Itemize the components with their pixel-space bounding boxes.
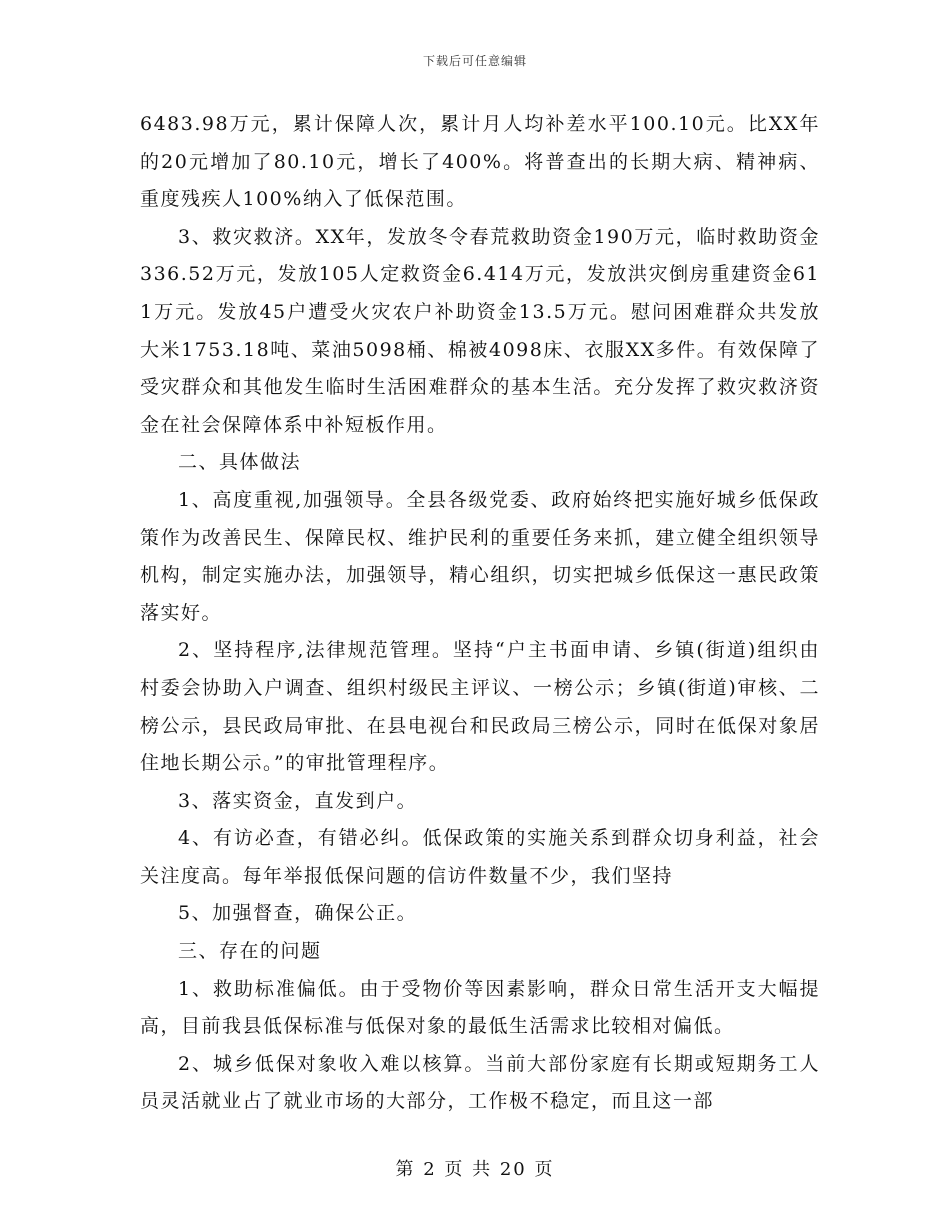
- paragraph-6: 3、落实资金，直发到户。: [178, 789, 418, 812]
- paragraph-5: 2、坚持程序,法律规范管理。坚持“户主书面申请、乡镇(街道)组织由村委会协助入户调查、组织村级民主评议、一榜公示；乡镇(街道)审核、二榜公示，县民政局审批、在县电视台和民政局三榜公示，同时在低保对象居住地长期公示。”的审批管理程序。: [140, 639, 820, 775]
- paragraph-4: 1、高度重视,加强领导。全县各级党委、政府始终把实施好城乡低保政策作为改善民生、保障民权、维护民利的重要任务来抓，建立健全组织领导机构，制定实施办法，加强领导，精心组织，切实把城乡低保这一惠民政策落实好。: [140, 488, 820, 624]
- page-number-footer: 第 2 页 共 20 页: [395, 1159, 555, 1180]
- section-heading-2: 二、具体做法: [178, 451, 302, 474]
- section-heading-3: 三、存在的问题: [178, 940, 322, 963]
- page-header-note: 下载后可任意编辑: [422, 54, 527, 68]
- paragraph-7: 4、有访必查，有错必纠。低保政策的实施关系到群众切身利益，社会关注度高。每年举报低保问题的信访件数量不少，我们坚持: [140, 827, 820, 887]
- paragraph-8: 5、加强督查，确保公正。: [178, 902, 418, 925]
- paragraph-2: 3、救灾救济。XX年，发放冬令春荒救助资金190万元，临时救助资金336.52万元，发放105人定救资金6.414万元，发放洪灾倒房重建资金611万元。发放45户遭受火灾农户补助资金13.5万元。慰问困难群众共发放大米1753.18吨、菜油5098桶、棉被4098床、衣服XX多件。有效保障了受灾群众和其他发生临时生活困难群众的基本生活。充分发挥了救灾救济资金在社会保障体系中补短板作用。: [140, 225, 820, 436]
- paragraph-10: 1、救助标准偏低。由于受物价等因素影响，群众日常生活开支大幅提高，目前我县低保标准与低保对象的最低生活需求比较相对偏低。: [140, 977, 820, 1038]
- paragraph-11: 2、城乡低保对象收入难以核算。当前大部份家庭有长期或短期务工人员灵活就业占了就业市场的大部分，工作极不稳定，而且这一部: [140, 1052, 820, 1113]
- paragraph-1: 6483.98万元，累计保障人次，累计月人均补差水平100.10元。比XX年的20元增加了80.10元，增长了400%。将普查出的长期大病、精神病、重度残疾人100%纳入了低保范围。: [140, 113, 820, 211]
- document-body: [140, 106, 820, 1121]
